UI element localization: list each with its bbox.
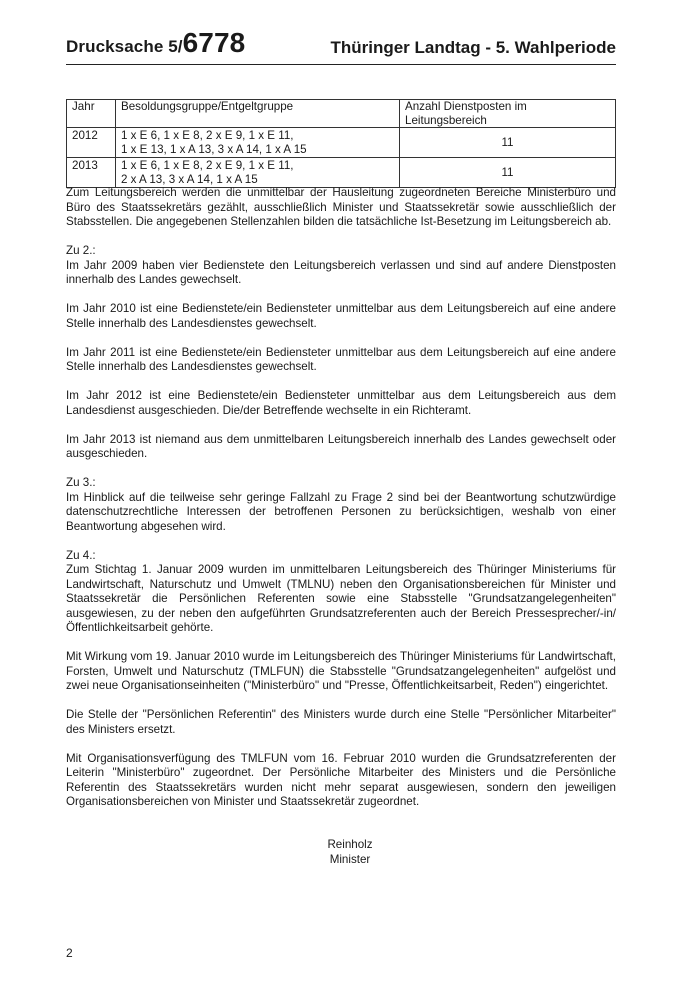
answer-label: Zu 2.:	[66, 244, 96, 257]
staffing-table	[66, 99, 616, 188]
pay-groups-line: 1 x E 6, 1 x E 8, 2 x E 9, 1 x E 11,	[121, 129, 294, 142]
pay-groups-line: 1 x E 13, 1 x A 13, 3 x A 14, 1 x A 15	[121, 142, 307, 156]
table-row	[67, 128, 616, 158]
parliament-title: Thüringer Landtag - 5. Wahlperiode	[330, 38, 616, 57]
header-post-count: Anzahl Dienstposten im Leitungsbereich	[400, 100, 616, 128]
answer-2	[66, 244, 616, 288]
paragraph: Mit Organisationsverfügung des TMLFUN vom 16. Februar 2010 wurden die Grundsatzreferenten der Leiterin "Ministerbüro" zugeordnet. Der Persönliche Mitarbeiter des Ministers und die Persönliche Referentin des Staatssekretärs wurden nicht mehr separat ausgewiesen, sondern den jeweiligen Organisationsbereichen von Minister und Staatssekretär zugeordnet.	[66, 751, 616, 808]
row-year: 2012	[67, 128, 116, 158]
document-number-value: 6778	[182, 27, 246, 58]
answer-label: Zu 4.:	[66, 548, 96, 562]
row-year: 2013	[67, 158, 116, 188]
header-year: Jahr	[67, 100, 116, 128]
signatory-title: Minister	[329, 852, 371, 866]
row-count: 11	[400, 158, 616, 188]
paragraph: Zum Leitungsbereich werden die unmittelbar der Hausleitung zugeordneten Bereiche Ministerbüro und Büro des Staatssekretärs gezählt, ausschließlich Minister und Staatssekretär sowie ausschließlich der Stabsstellen. Die angegebenen Stellenzahlen bilden die tatsächliche Ist-Besetzung im Leitungsbereich ab.	[66, 186, 616, 228]
row-pay-groups	[116, 128, 400, 158]
table-header-row	[67, 100, 616, 128]
page-header	[66, 27, 616, 62]
paragraph: Im Jahr 2012 ist eine Bedienstete/ein Bediensteter unmittelbar aus dem Leitungsbereich aus dem Landesdienst ausgeschieden. Die/der Betreffende wechselte in ein Richteramt.	[66, 389, 616, 417]
answer-3	[66, 476, 616, 534]
page-number: 2	[66, 946, 73, 960]
document-prefix: Drucksache 5/	[66, 37, 183, 56]
pay-groups-line: 1 x E 6, 1 x E 8, 2 x E 9, 1 x E 11,	[121, 159, 294, 172]
signature-block	[0, 838, 700, 867]
paragraph: Im Jahr 2010 ist eine Bedienstete/ein Bediensteter unmittelbar aus dem Leitungsbereich auf eine andere Stelle innerhalb des Landesdienstes gewechselt.	[66, 302, 616, 330]
body-text	[66, 186, 616, 824]
pay-groups-line: 2 x A 13, 3 x A 14, 1 x A 15	[121, 172, 258, 186]
answer-4	[66, 549, 616, 636]
signatory-name: Reinholz	[327, 838, 373, 851]
paragraph: Mit Wirkung vom 19. Januar 2010 wurde im Leitungsbereich des Thüringer Ministeriums für Landwirtschaft, Forsten, Umwelt und Naturschutz (TMLFUN) die Stabsstelle "Grundsatzangelegenheiten" aufgelöst und zwei neue Organisationseinheiten ("Ministerbüro" und "Presse, Öffentlichkeitsarbeit, Reden") eingerichtet.	[66, 650, 616, 692]
document-number	[66, 27, 245, 59]
paragraph: Die Stelle der "Persönlichen Referentin" des Ministers wurde durch eine Stelle "Persönlicher Mitarbeiter" des Ministers ersetzt.	[66, 708, 616, 736]
header-rule	[66, 64, 616, 65]
answer-text: Zum Stichtag 1. Januar 2009 wurden im unmittelbaren Leitungsbereich des Thüringer Ministeriums für Landwirtschaft, Naturschutz und Umwelt (TMLNU) neben den Organisationsbereichen für Minister und Staatssekretär die Persönlichen Referenten sowie eine Stabsstelle "Grundsatzangelegenheiten" ausgewiesen, zu der neben den aufgeführten Grundsatzreferenten auch der Bereich Pressesprecher/-in/Öffentlichkeitsarbeit gehörte.	[66, 563, 616, 634]
answer-label: Zu 3.:	[66, 476, 96, 489]
row-count: 11	[400, 128, 616, 158]
table-row	[67, 158, 616, 188]
paragraph: Im Jahr 2013 ist niemand aus dem unmittelbaren Leitungsbereich innerhalb des Landes gewechselt oder ausgeschieden.	[66, 432, 616, 460]
paragraph: Im Jahr 2011 ist eine Bedienstete/ein Bediensteter unmittelbar aus dem Leitungsbereich auf eine andere Stelle innerhalb des Landesdienstes gewechselt.	[66, 345, 616, 373]
row-pay-groups	[116, 158, 400, 188]
header-pay-group: Besoldungsgruppe/Entgeltgruppe	[116, 100, 400, 128]
answer-text: Im Hinblick auf die teilweise sehr geringe Fallzahl zu Frage 2 sind bei der Beantwortung schutzwürdige datenschutzrechtliche Interessen der betroffenen Personen zu berücksichtigen, weshalb von einer Beantwortung abgesehen wird.	[66, 490, 616, 533]
answer-text: Im Jahr 2009 haben vier Bedienstete den Leitungsbereich verlassen und sind auf andere Dienstposten innerhalb des Landes gewechselt.	[66, 258, 616, 286]
